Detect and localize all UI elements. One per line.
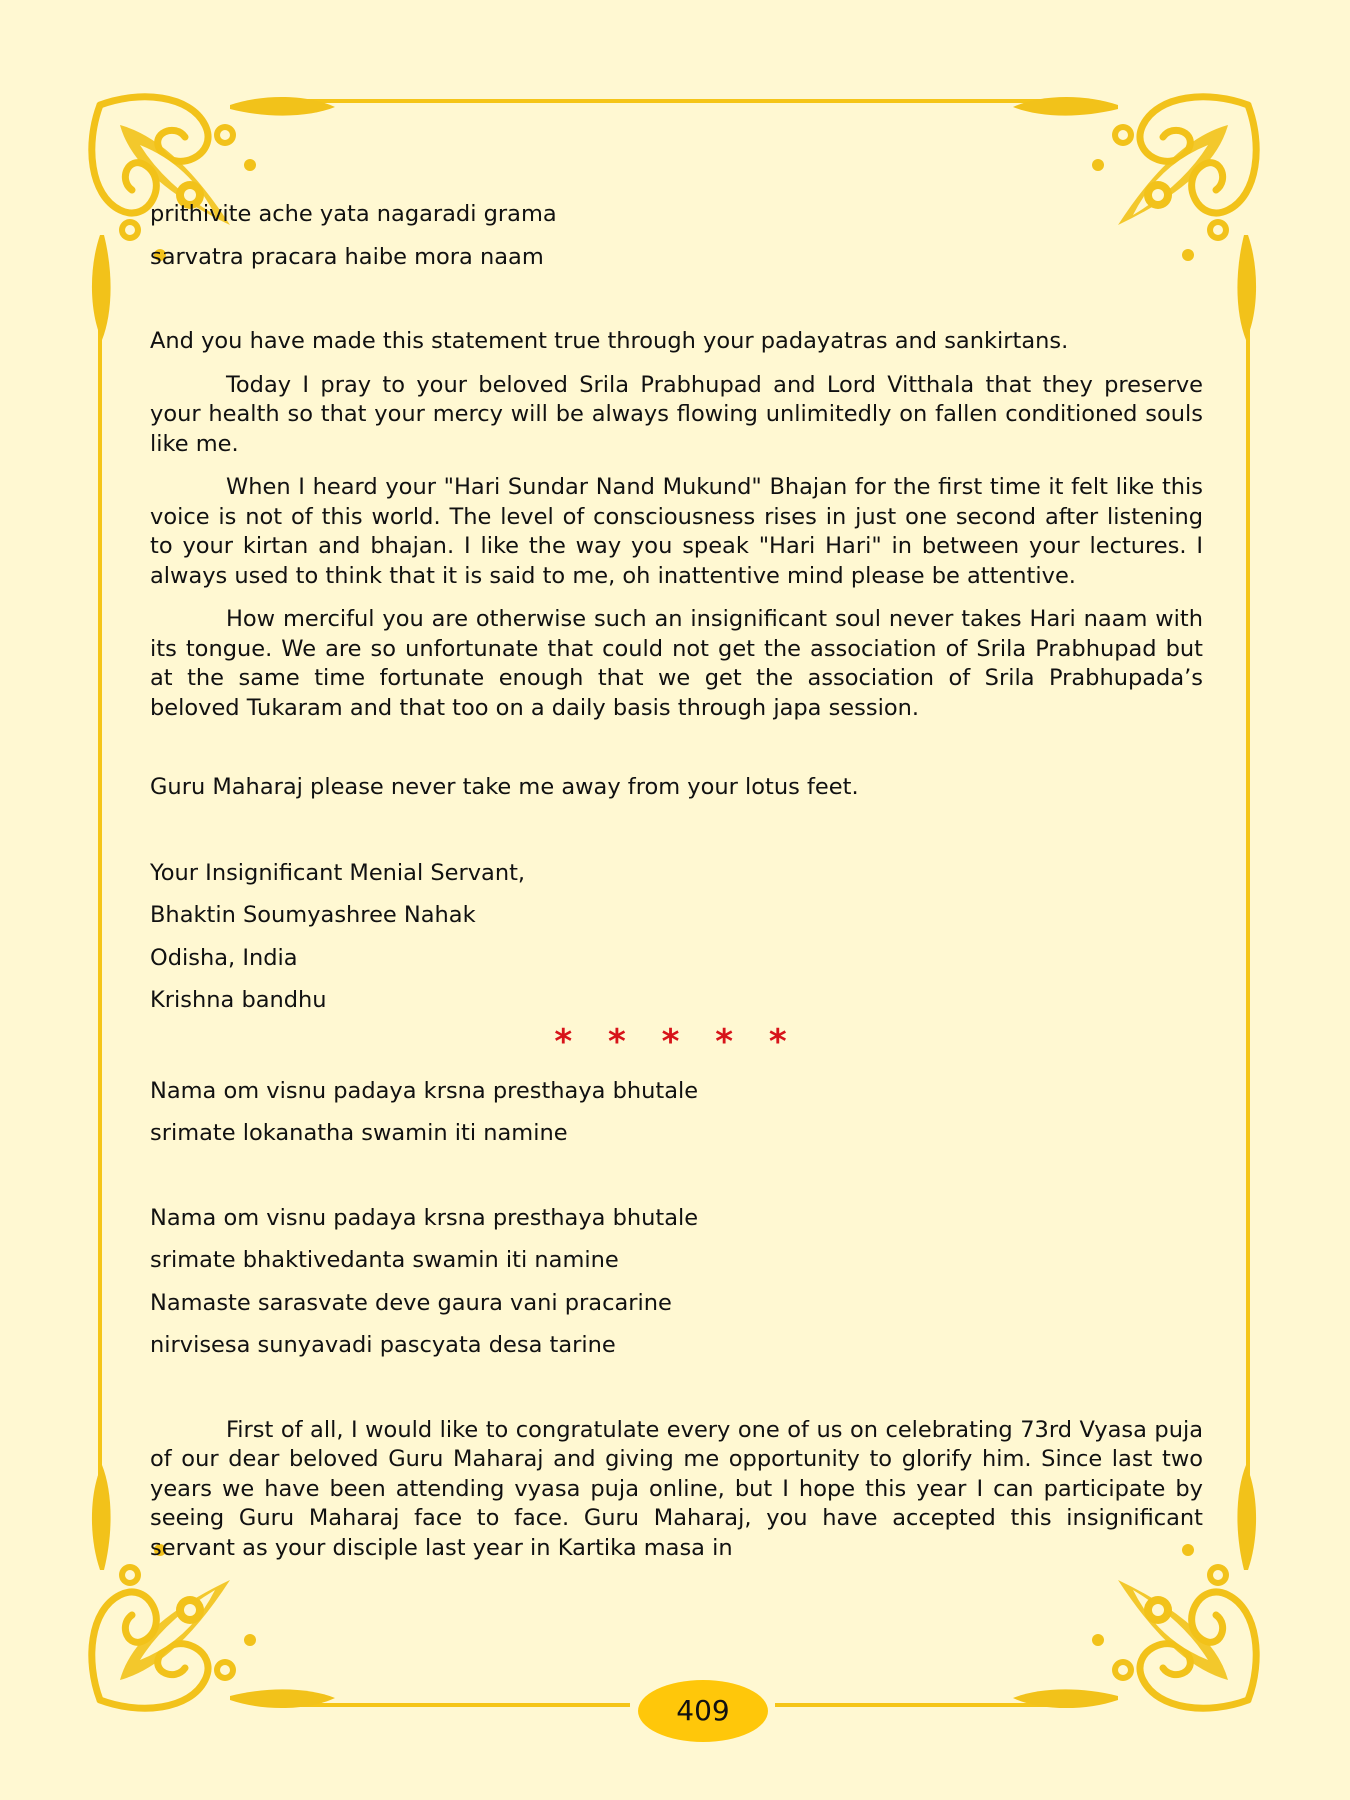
signature-line: Your Insignificant Menial Servant, xyxy=(150,859,526,886)
paragraph-pray: Today I pray to your beloved Srila Prabhupad and Lord Vitthala that they preserve your health so that your mercy will be always flowing unlimitedly on fallen conditioned souls like me. xyxy=(150,371,1203,457)
page-content xyxy=(150,200,1203,1577)
verse-top xyxy=(150,200,1203,272)
paragraph-lotus-feet: Guru Maharaj please never take me away from your lotus feet. xyxy=(150,774,859,800)
verse-line: nirvisesa sunyavadi pascyata desa tarine xyxy=(150,1332,616,1358)
verse-line: Nama om visnu padaya krsna presthaya bhutale xyxy=(150,1077,699,1104)
spacer xyxy=(150,285,1203,327)
spacer xyxy=(150,737,1203,773)
verse-prabhupada xyxy=(150,1204,1203,1361)
verse-line: prithivite ache yata nagaradi grama xyxy=(150,201,557,227)
signature-line: Odisha, India xyxy=(150,944,298,971)
paragraph-statement: And you have made this statement true through your padayatras and sankirtans. xyxy=(150,328,1069,354)
spacer xyxy=(150,1162,1203,1204)
verse-line: Namaste sarasvate deve gaura vani pracarine xyxy=(150,1289,672,1316)
verse-line: Nama om visnu padaya krsna presthaya bhutale xyxy=(150,1204,699,1231)
verse-line: srimate lokanatha swamin iti namine xyxy=(150,1120,568,1146)
signature-line: Krishna bandhu xyxy=(150,987,327,1013)
separator-stars: * * * * * xyxy=(554,1021,799,1062)
paragraph-merciful: How merciful you are otherwise such an insignificant soul never takes Hari naam with its tongue. We are so unfortunate that could not get the association of Srila Prabhupad but at the same time fortunate enough that we get the association of Srila Prabhupada’s beloved Tukaram and that too on a daily basis through japa session. xyxy=(150,606,1203,721)
verse-line: sarvatra pracara haibe mora naam xyxy=(150,243,544,270)
page-number: 409 xyxy=(638,1680,768,1742)
paragraph-congratulate: First of all, I would like to congratulate every one of us on celebrating 73rd Vyasa puja of our dear beloved Guru Maharaj and giving me opportunity to glorify him. Since last two years we have been attending vyasa puja online, but I hope this year I can participate by seeing Guru Maharaj face to face. Guru Maharaj, you have accepted this insignificant servant as your disciple last year in Kartika masa in xyxy=(150,1416,1203,1561)
verse-line: srimate bhaktivedanta swamin iti namine xyxy=(150,1247,619,1273)
signature-block xyxy=(150,859,1203,1016)
spacer xyxy=(150,1374,1203,1416)
spacer xyxy=(150,817,1203,859)
paragraph-bhajan: When I heard your "Hari Sundar Nand Mukund" Bhajan for the first time it felt like this voice is not of this world. The level of consciousness rises in just one second after listening to your kirtan and bhajan. I like the way you speak "Hari Hari" in between your lectures. I always used to think that it is said to me, oh inattentive mind please be attentive. xyxy=(150,474,1203,589)
verse-lokanath xyxy=(150,1077,1203,1149)
signature-line: Bhaktin Soumyashree Nahak xyxy=(150,902,476,928)
